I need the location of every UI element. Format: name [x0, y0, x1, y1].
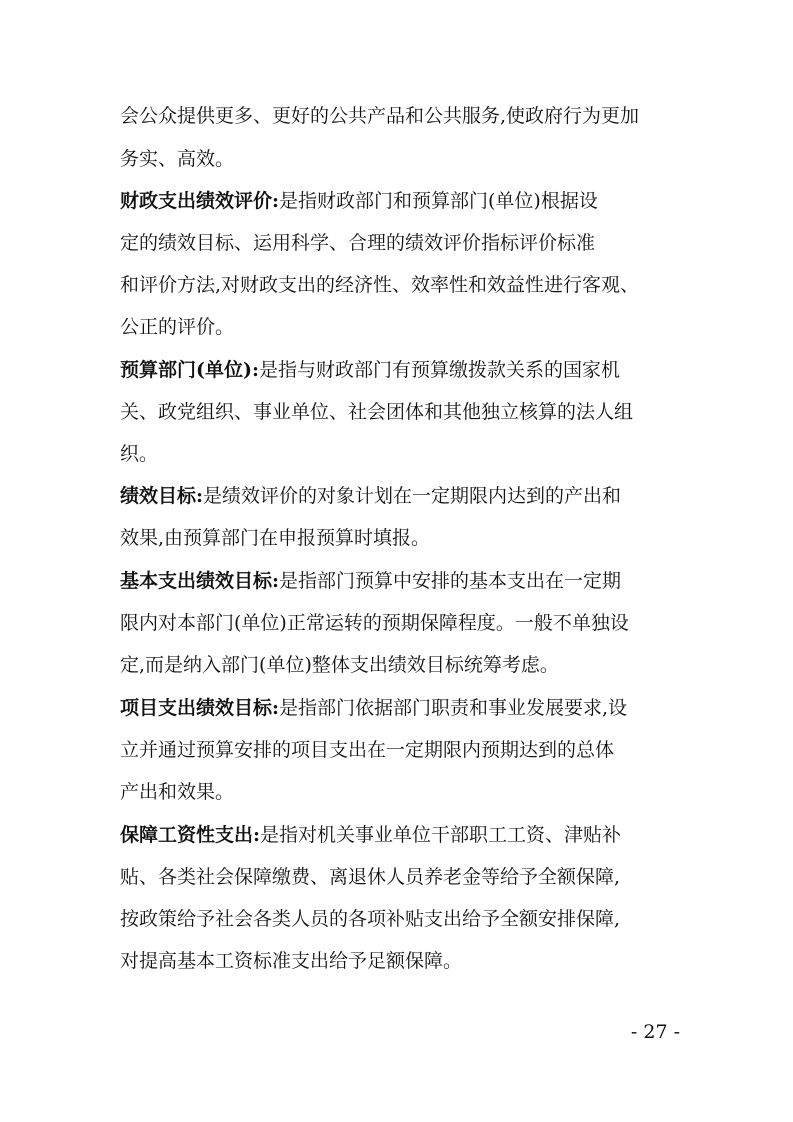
definition-text: 是绩效评价的对象计划在一定期限内达到的产出和 — [203, 485, 622, 507]
definition-line: 贴、各类社会保障缴费、离退休人员养老金等给予全额保障, — [120, 866, 621, 888]
definition-line: 对提高基本工资标准支出给予足额保障。 — [120, 950, 463, 972]
intro-line-2: 务实、高效。 — [120, 148, 235, 170]
definition-fiscal-performance-evaluation — [120, 189, 680, 213]
term-label: 项目支出绩效目标: — [120, 697, 280, 719]
definition-budget-department — [120, 358, 680, 382]
definition-line: 产出和效果。 — [120, 781, 235, 803]
term-label: 预算部门(单位): — [120, 359, 259, 381]
definition-text: 是指对机关事业单位干部职工工资、津贴补 — [260, 824, 622, 846]
term-label: 财政支出绩效评价: — [120, 190, 280, 212]
definition-wage-expenditure — [120, 823, 680, 847]
page-number: - 27 - — [630, 1021, 680, 1043]
definition-line: 按政策给予社会各类人员的各项补贴支出给予全额安排保障, — [120, 908, 621, 930]
definition-line: 和评价方法,对财政支出的经济性、效率性和效益性进行客观、 — [120, 274, 640, 296]
definition-text: 是指部门预算中安排的基本支出在一定期 — [279, 570, 622, 592]
definition-line: 效果,由预算部门在申报预算时填报。 — [120, 527, 431, 549]
definition-line: 织。 — [120, 443, 159, 465]
term-label: 保障工资性支出: — [120, 824, 261, 846]
definition-line: 限内对本部门(单位)正常运转的预期保障程度。一般不单独设 — [120, 612, 629, 634]
definition-text: 是指部门依据部门职责和事业发展要求,设 — [279, 697, 628, 719]
definition-text: 是指财政部门和预算部门(单位)根据设 — [279, 190, 598, 212]
definition-line: 定,而是纳入部门(单位)整体支出绩效目标统筹考虑。 — [120, 654, 559, 676]
term-label: 基本支出绩效目标: — [120, 570, 280, 592]
definition-basic-expenditure-goal — [120, 569, 680, 593]
definition-line: 关、政党组织、事业单位、社会团体和其他独立核算的法人组 — [120, 401, 634, 423]
definition-line: 立并通过预算安排的项目支出在一定期限内预期达到的总体 — [120, 739, 615, 761]
term-label: 绩效目标: — [120, 485, 204, 507]
definition-text: 是指与财政部门有预算缴拨款关系的国家机 — [259, 359, 621, 381]
definition-project-expenditure-goal — [120, 696, 680, 720]
definition-performance-goal — [120, 484, 680, 508]
intro-line-1: 会公众提供更多、更好的公共产品和公共服务,使政府行为更加 — [120, 105, 640, 127]
definition-line: 定的绩效目标、运用科学、合理的绩效评价指标评价标准 — [120, 232, 596, 254]
definition-line: 公正的评价。 — [120, 316, 235, 338]
